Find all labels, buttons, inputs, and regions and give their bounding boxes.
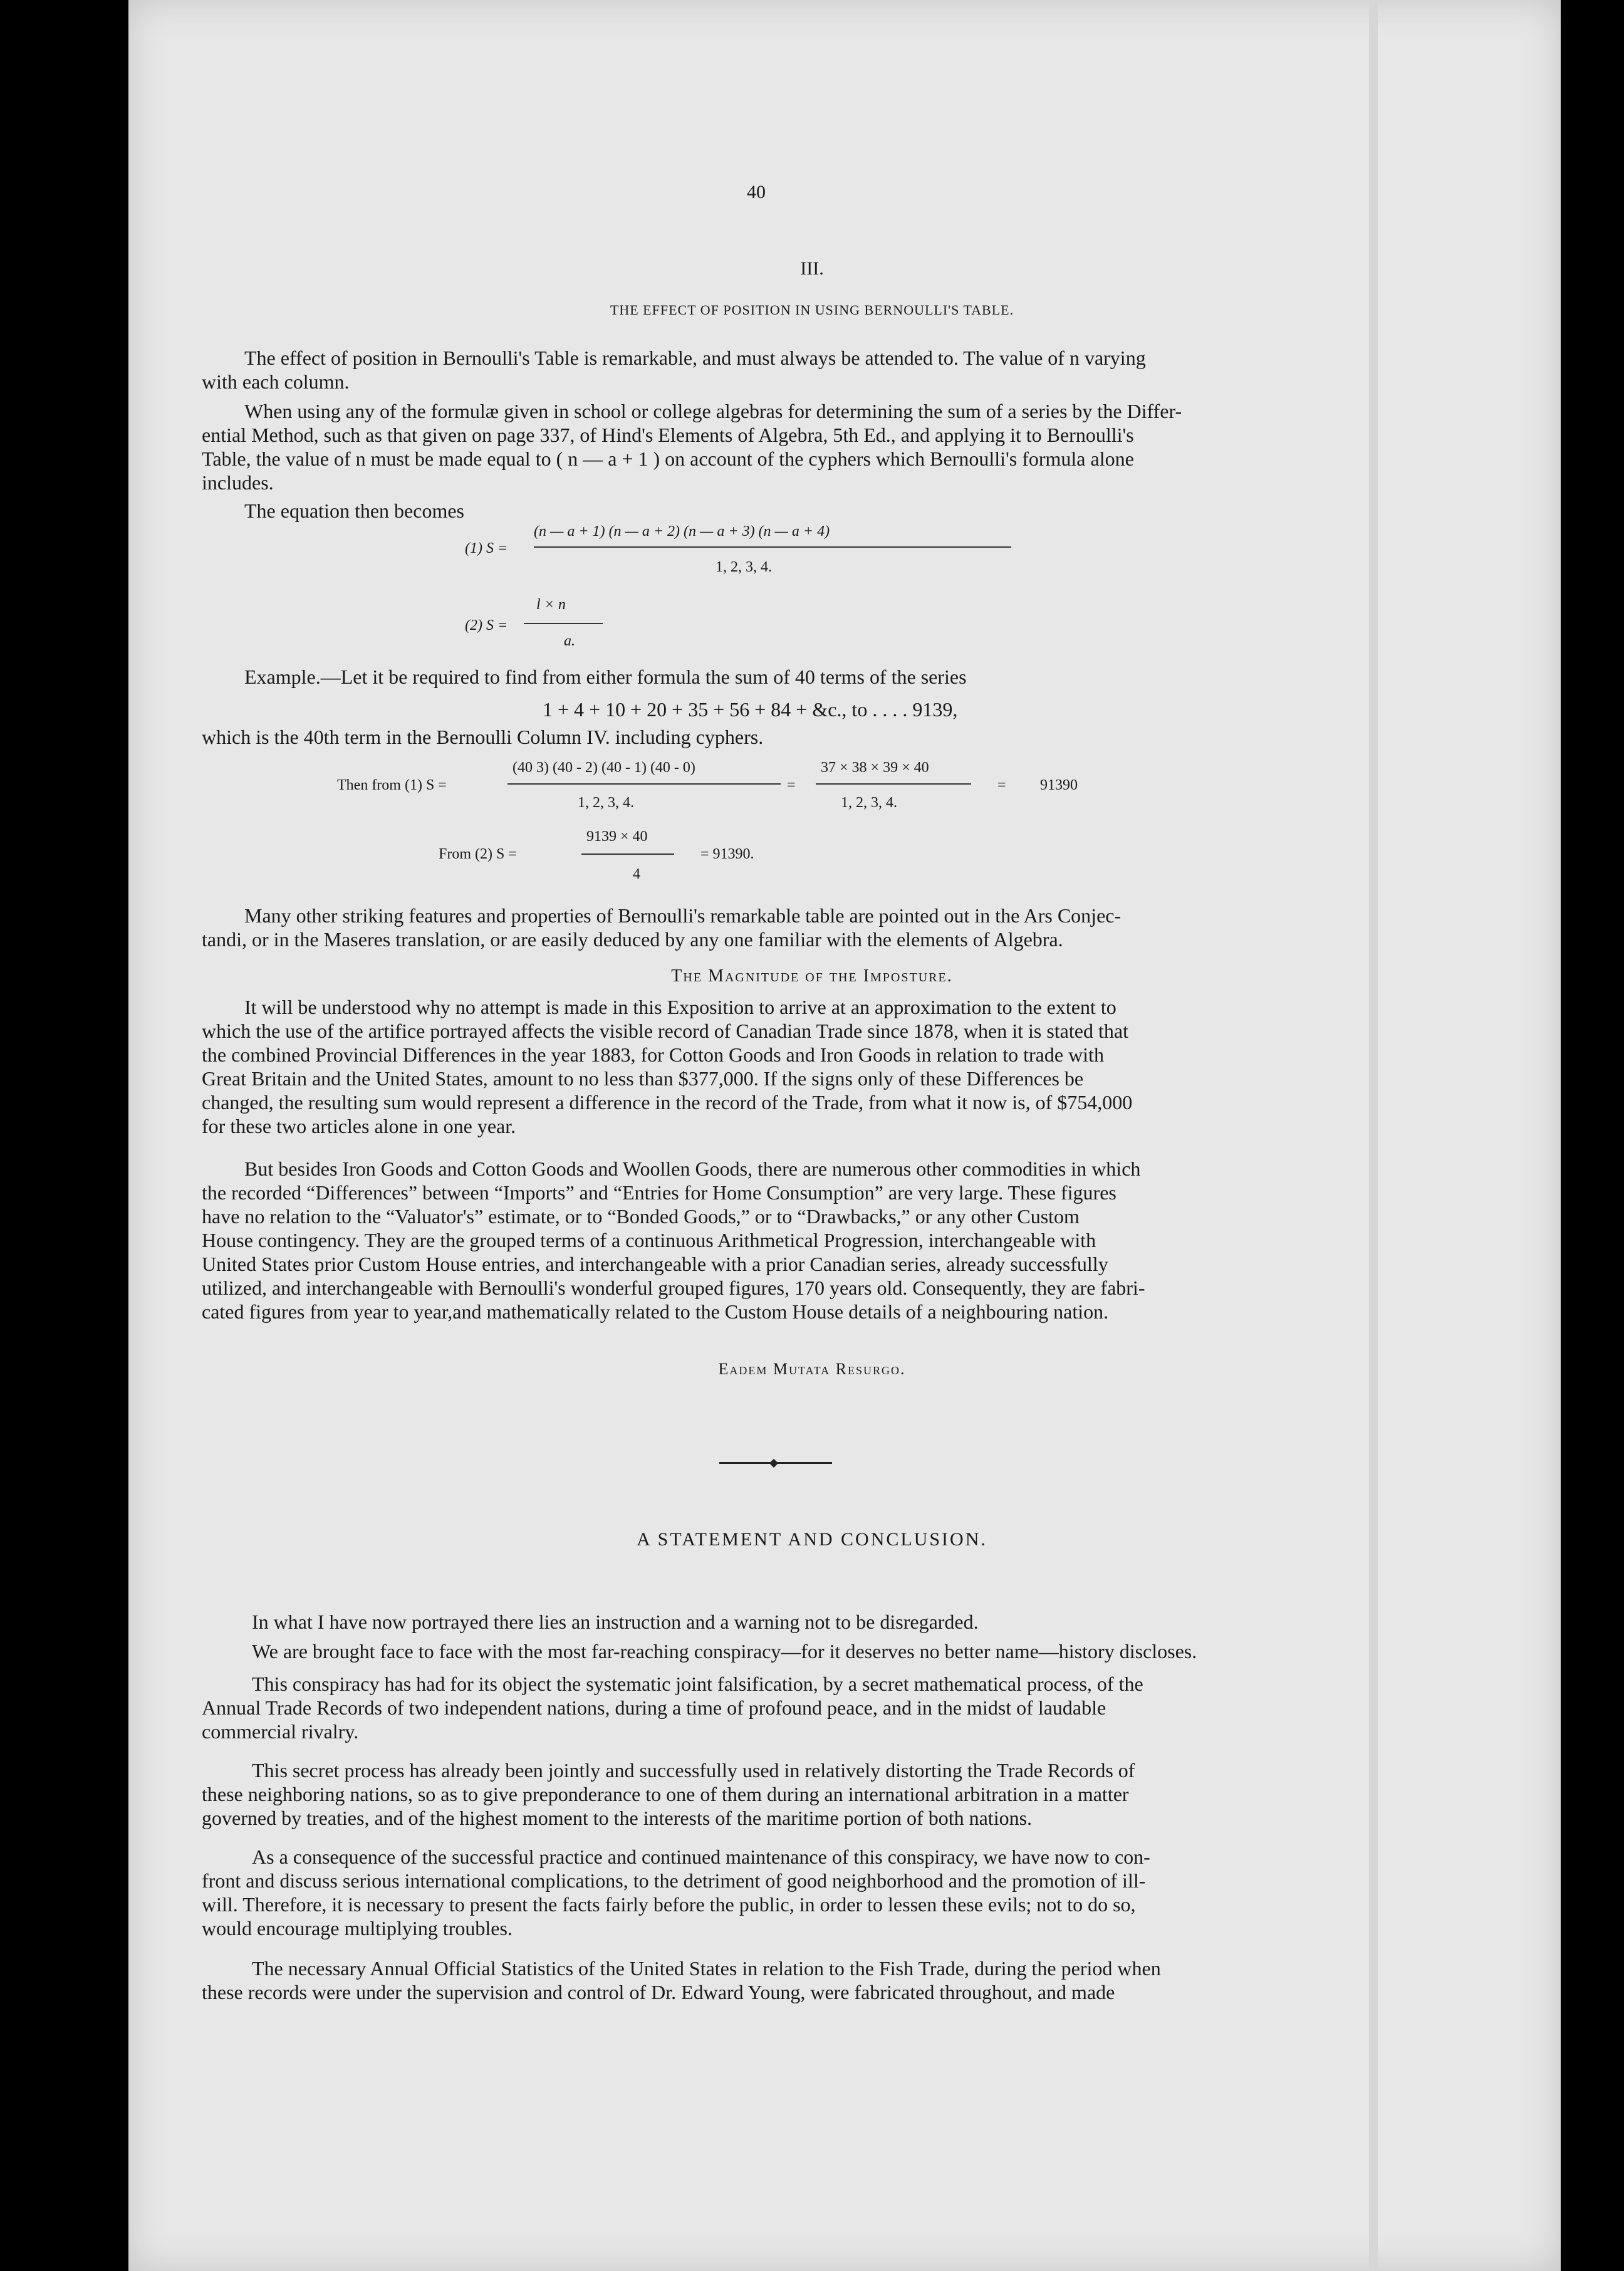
eq2-label: (2) S = <box>465 617 508 634</box>
example-intro: Example.—Let it be required to find from either formula the sum of 40 terms of the series <box>244 666 967 688</box>
fraction-bar <box>508 783 781 785</box>
paragraph-official-statistics <box>202 1956 1330 2004</box>
text-line: It will be understood why no attempt is made in this Exposition to arrive at an approximation to the extent to <box>244 996 1116 1018</box>
text-line: these neighboring nations, so as to give preponderance to one of them during an international arbitration in a matter <box>202 1783 1129 1805</box>
eq2-numerator: l × n <box>536 597 566 613</box>
paragraph-secret-process <box>202 1758 1330 1830</box>
text-line: This conspiracy has had for its object the systematic joint falsification, by a secret mathematical process, of the <box>252 1673 1143 1695</box>
section-title: THE EFFECT OF POSITION IN USING BERNOULLI'S TABLE. <box>610 302 1014 318</box>
text-line: tandi, or in the Maseres translation, or are easily deduced by any one familiar with the elements of Algebra. <box>202 928 1063 951</box>
text-line: House contingency. They are the grouped terms of a continuous Arithmetical Progression, interchangeable with <box>202 1229 1096 1251</box>
text-line: these records were under the supervision and control of Dr. Edward Young, were fabricated throughout, and made <box>202 1981 1115 2003</box>
text-line: When using any of the formulæ given in school or college algebras for determining the sum of a series by the Differ- <box>244 400 1182 422</box>
calc1-denominator: 1, 2, 3, 4. <box>578 795 634 811</box>
page-number: 40 <box>747 182 766 202</box>
text-line: for these two articles alone in one year. <box>202 1115 516 1137</box>
calc1-label: Then from (1) S = <box>337 777 447 793</box>
eq1-numerator: (n — a + 1) (n — a + 2) (n — a + 3) (n — a + 4) <box>534 523 830 540</box>
text-line: This secret process has already been jointly and successfully used in relatively distorting the Trade Records of <box>252 1759 1135 1782</box>
fraction-bar <box>581 854 674 855</box>
text-line: Table, the value of n must be made equal to ( n — a + 1 ) on account of the cyphers which Bernoulli's formula alone <box>202 447 1134 470</box>
text-line: ential Method, such as that given on page 337, of Hind's Elements of Algebra, 5th Ed., and applying it to Bernoulli's <box>202 424 1134 446</box>
text-line: includes. <box>202 471 274 494</box>
subheading-magnitude: The Magnitude of the Imposture. <box>671 966 953 986</box>
text-line: front and discuss serious international complications, to the detriment of good neighborhood and the promotion of ill- <box>202 1869 1146 1892</box>
text-line: utilized, and interchangeable with Bernoulli's wonderful grouped figures, 170 years old. Consequently, they are fabri- <box>202 1276 1145 1299</box>
section-divider <box>719 1460 832 1465</box>
section-number: III. <box>800 258 824 279</box>
text-line: Great Britain and the United States, amount to no less than $377,000. If the signs only of these Differences be <box>202 1067 1084 1090</box>
eq1-label: (1) S = <box>465 540 508 556</box>
equals-sign: = <box>787 777 796 793</box>
equation-intro: The equation then becomes <box>244 499 464 522</box>
text-line: Many other striking features and properties of Bernoulli's remarkable table are pointed out in the Ars Conjec- <box>244 904 1122 927</box>
fraction-bar <box>816 783 971 785</box>
paragraph-other-features <box>202 904 1317 951</box>
calc1-result: 91390 <box>1040 777 1078 793</box>
eq1-denominator: 1, 2, 3, 4. <box>716 559 772 575</box>
text-line: As a consequence of the successful practice and continued maintenance of this conspiracy, we have now to con- <box>252 1846 1150 1868</box>
calc2-denominator: 4 <box>633 866 640 882</box>
paragraph-conspiracy-object <box>202 1672 1330 1743</box>
text-line: But besides Iron Goods and Cotton Goods and Woollen Goods, there are numerous other commodities in which <box>244 1157 1141 1180</box>
paragraph-magnitude <box>202 995 1317 1138</box>
text-line: have no relation to the “Valuator's” estimate, or to “Bonded Goods,” or to “Drawbacks,” or any other Custom <box>202 1205 1080 1228</box>
text-line: the recorded “Differences” between “Imports” and “Entries for Home Consumption” are very large. These figures <box>202 1181 1116 1204</box>
eq2-denominator: a. <box>564 633 575 649</box>
paragraph-instruction: In what I have now portrayed there lies an instruction and a warning not to be disregarded. <box>252 1611 979 1633</box>
text-line: the combined Provincial Differences in the year 1883, for Cotton Goods and Iron Goods in relation to trade with <box>202 1043 1104 1066</box>
text-line: with each column. <box>202 370 350 393</box>
statement-title: A STATEMENT AND CONCLUSION. <box>637 1529 987 1550</box>
text-line: governed by treaties, and of the highest moment to the interests of the maritime portion of both nations. <box>202 1807 1033 1829</box>
fraction-bar <box>534 546 1011 548</box>
calc2-numerator: 9139 × 40 <box>586 828 648 845</box>
paragraph-other-commodities <box>202 1157 1317 1323</box>
text-line: would encourage multiplying troubles. <box>202 1917 513 1939</box>
text-line: will. Therefore, it is necessary to present the facts fairly before the public, in order to lessen these evils; not to do so, <box>202 1893 1136 1916</box>
text-line: changed, the resulting sum would represent a difference in the record of the Trade, from what it now is, of $754,000 <box>202 1091 1133 1114</box>
paragraph-conspiracy: We are brought face to face with the most far-reaching conspiracy—for it deserves no better name—history discloses. <box>252 1640 1197 1663</box>
text-line: The necessary Annual Official Statistics of the United States in relation to the Fish Trade, during the period when <box>252 1957 1161 1980</box>
text-line: Annual Trade Records of two independent nations, during a time of profound peace, and in the midst of laudable <box>202 1696 1106 1719</box>
equals-sign: = <box>997 777 1006 793</box>
text-line: United States prior Custom House entries, and interchangeable with a prior Canadian series, already successfully <box>202 1253 1108 1275</box>
paragraph-consequence <box>202 1845 1330 1940</box>
text-line: cated figures from year to year,and mathematically related to the Custom House details of a neighbouring nation. <box>202 1300 1109 1323</box>
paragraph-formulae <box>202 399 1317 494</box>
text-line: The effect of position in Bernoulli's Table is remarkable, and must always be attended to. The value of n varying <box>244 347 1146 369</box>
page-edge <box>1369 0 1378 2271</box>
calc1-denominator-2: 1, 2, 3, 4. <box>841 795 897 811</box>
example-which: which is the 40th term in the Bernoulli Column IV. including cyphers. <box>202 726 764 748</box>
calc2-label: From (2) S = <box>439 846 517 862</box>
text-line: commercial rivalry. <box>202 1720 359 1743</box>
calc1-numerator-2: 37 × 38 × 39 × 40 <box>821 760 929 776</box>
calc1-numerator: (40 3) (40 - 2) (40 - 1) (40 - 0) <box>513 760 695 776</box>
paragraph-effect-of-position <box>202 346 1317 394</box>
text-line: which the use of the artifice portrayed affects the visible record of Canadian Trade since 1878, when it is stated that <box>202 1020 1128 1042</box>
fraction-bar <box>524 623 603 624</box>
calc2-result: = 91390. <box>700 846 754 862</box>
series: 1 + 4 + 10 + 20 + 35 + 56 + 84 + &c., to . . . . 9139, <box>543 698 958 721</box>
motto: Eadem Mutata Resurgo. <box>718 1360 906 1378</box>
